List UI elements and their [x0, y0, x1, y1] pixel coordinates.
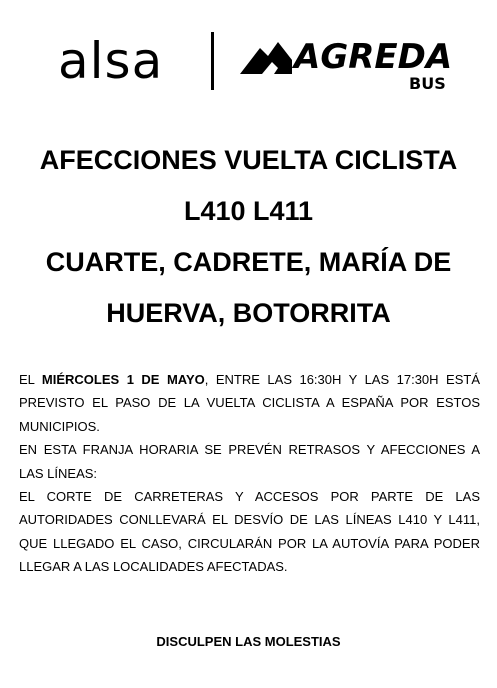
body-line: LAS LÍNEAS: — [19, 465, 98, 481]
title-line-3: CUARTE, CADRETE, MARÍA DE — [45, 247, 452, 277]
body-line: EN ESTA FRANJA HORARIA SE PREVÉN RETRASOS Y AFECCIONES A — [19, 442, 480, 458]
agreda-bus-label: BUS — [409, 74, 446, 93]
body-text: EL — [19, 372, 35, 387]
alsa-logo: alsa — [58, 32, 164, 90]
notice-title — [0, 135, 497, 339]
title-line-1: AFECCIONES VUELTA CICLISTA — [39, 145, 458, 175]
body-text: , ENTRE LAS 16:30H Y LAS 17:30H ESTÁ — [204, 372, 480, 387]
body-line: LLEGAR A LAS LOCALIDADES AFECTADAS. — [19, 559, 288, 575]
logo-divider — [211, 32, 214, 90]
apology-footer: DISCULPEN LAS MOLESTIAS — [156, 634, 341, 649]
logo-header — [0, 30, 497, 100]
agreda-logo-text: AGREDA — [294, 37, 453, 77]
agreda-mountain-icon — [238, 38, 292, 74]
body-line — [19, 368, 480, 391]
date-highlight: MIÉRCOLES 1 DE MAYO — [41, 372, 205, 387]
body-line: PREVISTO EL PASO DE LA VUELTA CICLISTA A ESPAÑA POR ESTOS — [19, 395, 480, 411]
body-line: EL CORTE DE CARRETERAS Y ACCESOS POR PARTE DE LAS — [19, 489, 480, 505]
body-line: QUE LLEGADO EL CASO, CIRCULARÁN POR LA AUTOVÍA PARA PODER — [19, 535, 480, 551]
notice-body — [19, 368, 480, 579]
title-line-4: HUERVA, BOTORRITA — [106, 298, 391, 328]
title-line-2: L410 L411 — [183, 196, 314, 226]
body-line: MUNICIPIOS. — [19, 418, 100, 434]
body-line: AUTORIDADES CONLLEVARÁ EL DESVÍO DE LAS LÍNEAS L410 Y L411, — [19, 512, 480, 528]
